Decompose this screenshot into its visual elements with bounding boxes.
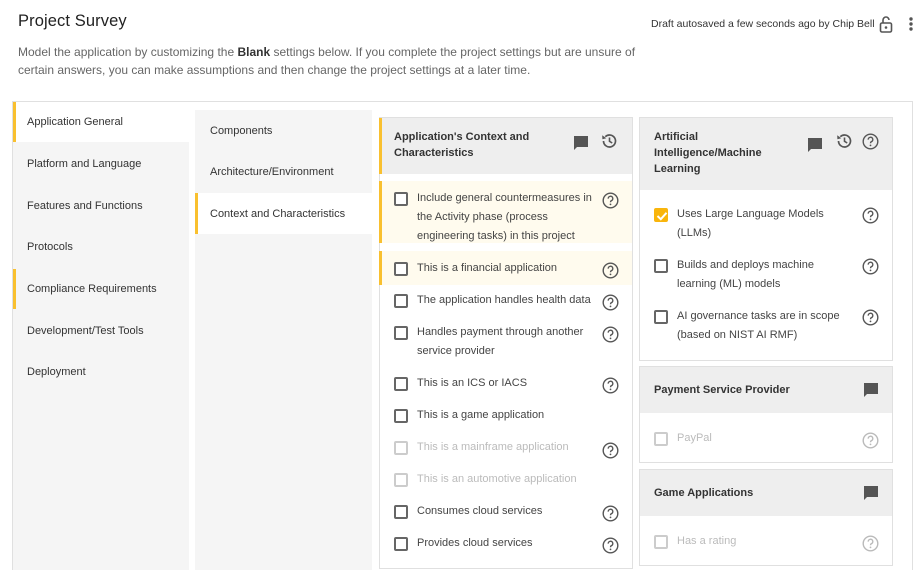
help-icon[interactable] [602, 192, 619, 209]
nav-label: Platform and Language [27, 158, 142, 170]
subtitle-profile-name: Blank [237, 45, 271, 59]
nav-item-deployment[interactable] [13, 352, 189, 392]
subnav-item-components[interactable] [195, 110, 372, 151]
checkbox[interactable] [394, 262, 408, 276]
checkbox[interactable] [394, 192, 408, 206]
active-indicator [195, 193, 198, 234]
game-applications-panel [639, 469, 893, 566]
option-label: Provides cloud services [417, 537, 533, 549]
help-icon[interactable] [602, 537, 619, 554]
checkbox[interactable] [654, 259, 668, 273]
help-icon[interactable] [602, 442, 619, 459]
page-subtitle [18, 43, 648, 79]
help-icon[interactable] [602, 505, 619, 522]
more-vert-icon[interactable] [906, 15, 916, 33]
checkbox[interactable] [394, 326, 408, 340]
help-icon[interactable] [602, 294, 619, 311]
option-label: This is an automotive application [417, 473, 577, 485]
panel-title: Payment Service Provider [654, 384, 790, 396]
checkbox[interactable] [394, 505, 408, 519]
option-label: PayPal [677, 432, 712, 444]
payment-service-provider-panel [639, 366, 893, 463]
option-general-countermeasures [380, 181, 632, 243]
subtitle-text-end: settings below. If you complete the project settings but are unsure of certain answers, you can make assumptions and then change the project settings at a later time. [18, 45, 636, 77]
panel-title: Game Applications [654, 487, 754, 499]
panel-header [640, 470, 892, 516]
help-icon[interactable] [602, 262, 619, 279]
nav-item-protocols[interactable] [13, 227, 189, 267]
comment-icon[interactable] [862, 381, 880, 399]
checkbox [654, 432, 668, 446]
option-label: Builds and deploys machine learning (ML) models [677, 259, 814, 290]
subnav-item-context-and-characteristics[interactable] [195, 193, 372, 234]
nav-label: Compliance Requirements [27, 283, 157, 295]
checkbox [394, 473, 408, 487]
help-icon[interactable] [862, 258, 879, 275]
subnav-label: Context and Characteristics [210, 207, 346, 220]
option-consumes-cloud-services [380, 494, 632, 526]
option-label: This is a financial application [417, 262, 558, 274]
option-paypal [640, 423, 892, 455]
comment-icon[interactable] [572, 134, 590, 152]
help-icon[interactable] [602, 377, 619, 394]
option-mainframe-application [380, 430, 632, 462]
comment-icon[interactable] [806, 136, 824, 154]
history-icon[interactable] [600, 132, 618, 150]
checkbox [394, 441, 408, 455]
option-health-data [380, 283, 632, 315]
panel-header [380, 118, 632, 174]
subnav-label: Architecture/Environment [210, 165, 334, 178]
option-game-application [380, 398, 632, 430]
option-ics-iacs [380, 366, 632, 398]
checkbox[interactable] [394, 409, 408, 423]
option-uses-llms [640, 200, 892, 250]
comment-icon[interactable] [862, 484, 880, 502]
history-icon[interactable] [835, 132, 853, 150]
nav-item-platform-and-language[interactable] [13, 144, 189, 184]
help-icon[interactable] [862, 133, 879, 150]
option-label: This is a game application [417, 409, 545, 421]
nav-item-application-general[interactable] [13, 102, 189, 142]
lock-open-icon[interactable] [879, 15, 893, 33]
option-provides-cloud-services [380, 526, 632, 558]
context-characteristics-panel [379, 117, 633, 569]
help-icon[interactable] [862, 309, 879, 326]
option-financial-application [380, 251, 632, 285]
help-icon[interactable] [862, 432, 879, 449]
help-icon[interactable] [862, 535, 879, 552]
nav-item-compliance-requirements[interactable] [13, 269, 189, 309]
option-accent [379, 181, 382, 243]
option-payment-service-provider [380, 315, 632, 365]
panel-title: Application's Context and Characteristics [394, 131, 530, 159]
checkbox[interactable] [654, 310, 668, 324]
panel-header [640, 367, 892, 413]
option-label: This is a mainframe application [417, 441, 569, 453]
nav-label: Development/Test Tools [27, 325, 144, 337]
checkbox [654, 535, 668, 549]
option-automotive-application [380, 462, 632, 494]
option-label: Include general countermeasures in the Activity phase (process engineering tasks) in this project [417, 192, 592, 242]
panel-title: Artificial Intelligence/Machine Learning [654, 131, 762, 175]
help-icon[interactable] [862, 207, 879, 224]
primary-nav [13, 102, 189, 570]
checkbox[interactable] [394, 537, 408, 551]
option-ml-models [640, 251, 892, 301]
nav-label: Protocols [27, 241, 73, 253]
active-indicator [13, 102, 16, 142]
checkbox-checked[interactable] [654, 208, 668, 222]
nav-item-features-and-functions[interactable] [13, 186, 189, 226]
subnav-label: Components [210, 124, 273, 137]
subtitle-text-start: Model the application by customizing the [18, 45, 238, 59]
checkbox[interactable] [394, 377, 408, 391]
option-accent [379, 251, 382, 285]
option-label: The application handles health data [417, 294, 591, 306]
panel-accent [379, 118, 382, 174]
option-label: Has a rating [677, 535, 737, 547]
option-ai-governance [640, 302, 892, 352]
panel-header [640, 118, 892, 190]
option-label: This is an ICS or IACS [417, 377, 528, 389]
subnav-item-architecture-environment[interactable] [195, 151, 372, 192]
option-label: AI governance tasks are in scope (based on NIST AI RMF) [677, 310, 840, 341]
nav-item-development-test-tools[interactable] [13, 311, 189, 351]
autosave-status: Draft autosaved a few seconds ago by Chip Bell [651, 18, 875, 30]
checkbox[interactable] [394, 294, 408, 308]
nav-label: Deployment [27, 366, 86, 378]
option-label: Uses Large Language Models (LLMs) [677, 208, 824, 239]
page-title: Project Survey [18, 12, 127, 30]
nav-label: Application General [27, 116, 124, 128]
option-label: Handles payment through another service provider [417, 326, 584, 357]
option-has-rating [640, 526, 892, 558]
ai-ml-panel [639, 117, 893, 361]
option-label: Consumes cloud services [417, 505, 543, 517]
help-icon[interactable] [602, 326, 619, 343]
nav-label: Features and Functions [27, 200, 143, 212]
marked-indicator [13, 269, 16, 309]
secondary-nav [195, 110, 372, 570]
